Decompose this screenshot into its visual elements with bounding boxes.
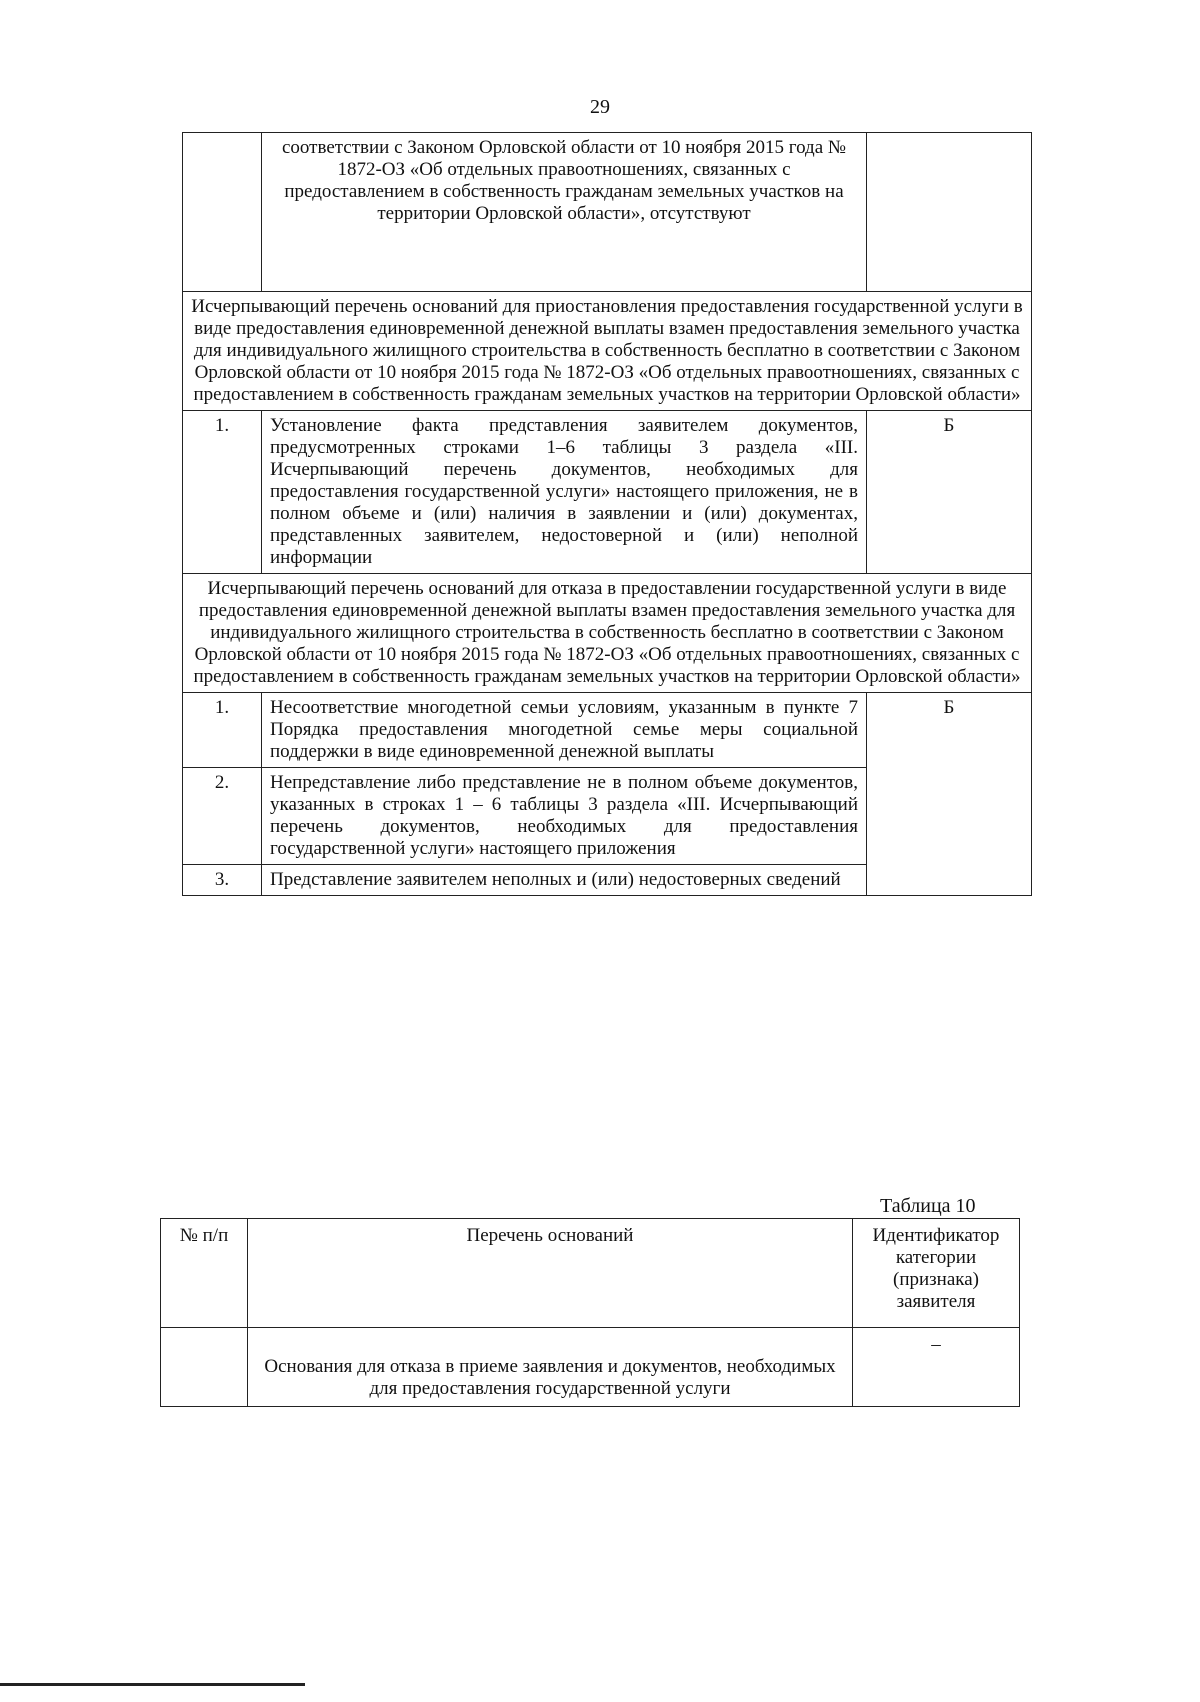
row-text: Представление заявителем неполных и (или) недостоверных сведений — [262, 865, 867, 896]
page-number: 29 — [590, 96, 610, 118]
row-number: 1. — [183, 693, 262, 768]
refusal-heading: Исчерпывающий перечень оснований для отказа в предоставлении государственной услуги в виде предоставления единовременной денежной выплаты взамен предоставления земельного участка для индивидуального жилищного строительства в собственность бесплатно в соответствии с Законом Орловской области от 10 ноября 2015 года № 1872-ОЗ «Об отдельных правоотношениях, связанных с предоставлением в собственность гражданам земельных участков на территории Орловской области» — [183, 574, 1032, 693]
table10-header-category: Идентификатор категории (признака) заявителя — [853, 1219, 1020, 1328]
table10-header-row — [161, 1219, 1020, 1328]
table10-row-category: – — [853, 1328, 1020, 1407]
table-row — [161, 1328, 1020, 1407]
table-row — [183, 693, 1032, 768]
continuation-text: соответствии с Законом Орловской области от 10 ноября 2015 года № 1872-ОЗ «Об отдельных правоотношениях, связанных с предоставлением в собственность гражданам земельных участков на территории Орловской области», отсутствуют — [262, 133, 867, 292]
table10 — [160, 1218, 1020, 1407]
row-number: 3. — [183, 865, 262, 896]
row-text: Установление факта представления заявителем документов, предусмотренных строками 1–6 таблицы 3 раздела «III. Исчерпывающий перечень документов, необходимых для предоставления государственной услуги» настоящего приложения, не в полном объеме и (или) наличия в заявлении и (или) документах, представленных заявителем, недостоверной и (или) неполной информации — [262, 411, 867, 574]
grounds-table — [182, 132, 1032, 896]
suspension-heading: Исчерпывающий перечень оснований для приостановления предоставления государственной услуги в виде предоставления единовременной денежной выплаты взамен предоставления земельного участка для индивидуального жилищного строительства в собственность бесплатно в соответствии с Законом Орловской области от 10 ноября 2015 года № 1872-ОЗ «Об отдельных правоотношениях, связанных с предоставлением в собственность гражданам земельных участков на территории Орловской области» — [183, 292, 1032, 411]
row-number: 1. — [183, 411, 262, 574]
row-text: Непредставление либо представление не в полном объеме документов, указанных в строках 1 – 6 таблицы 3 раздела «III. Исчерпывающий перечень документов, необходимых для предоставления государственной услуги» настоящего приложения — [262, 768, 867, 865]
refusal-heading-row — [183, 574, 1032, 693]
table10-row-text: Основания для отказа в приеме заявления и документов, необходимых для предоставления государственной услуги — [248, 1328, 853, 1407]
continuation-category-cell — [867, 133, 1032, 292]
row-number: 2. — [183, 768, 262, 865]
table10-caption: Таблица 10 — [880, 1195, 976, 1217]
row-text: Несоответствие многодетной семьи условиям, указанным в пункте 7 Порядка предоставления многодетной семье меры социальной поддержки в виде единовременной денежной выплаты — [262, 693, 867, 768]
table-row — [183, 411, 1032, 574]
table10-header-grounds: Перечень оснований — [248, 1219, 853, 1328]
table10-row-number — [161, 1328, 248, 1407]
row-category: Б — [867, 411, 1032, 574]
continuation-number-cell — [183, 133, 262, 292]
footnote-divider — [0, 1683, 305, 1686]
refusal-category: Б — [867, 693, 1032, 896]
table-row-continuation — [183, 133, 1032, 292]
table10-header-number: № п/п — [161, 1219, 248, 1328]
suspension-heading-row — [183, 292, 1032, 411]
